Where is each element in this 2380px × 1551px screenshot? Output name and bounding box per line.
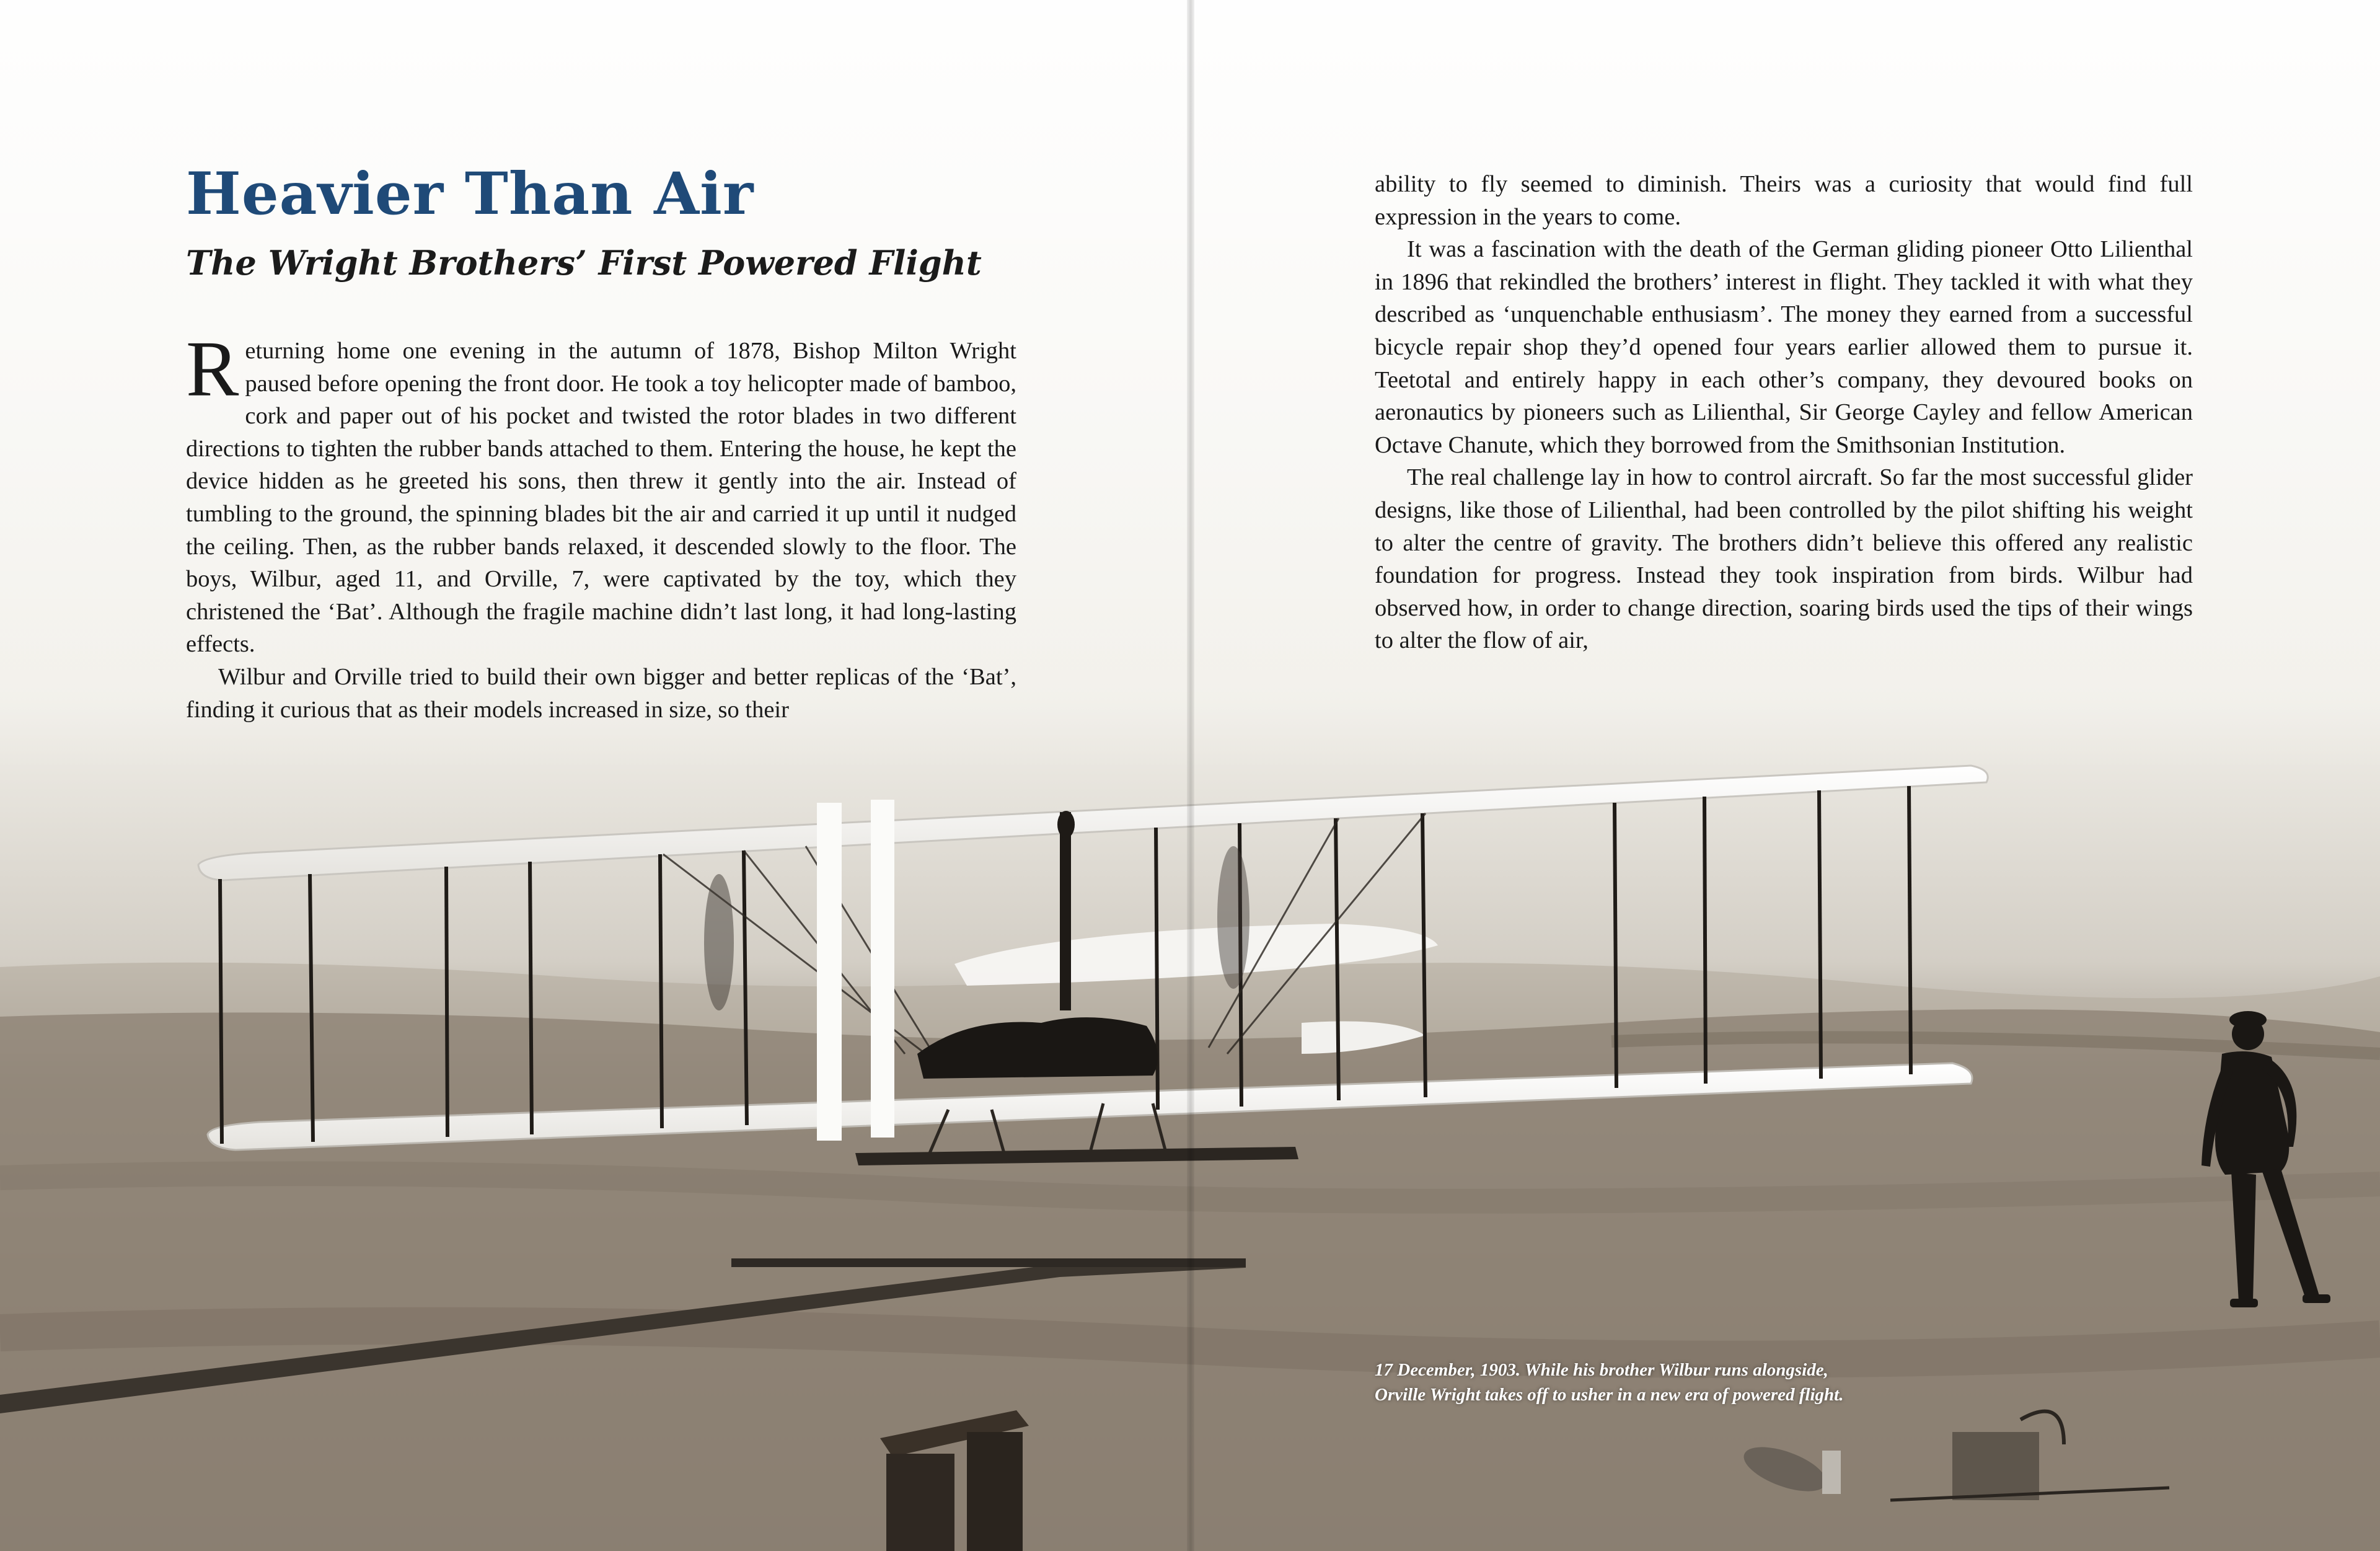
paragraph: ability to fly seemed to diminish. Theirs was a curiosity that would find full expression in the years to come. (1375, 171, 2193, 230)
photo-caption (1375, 1358, 2056, 1407)
left-text-column (186, 325, 1016, 726)
drop-cap: R (186, 325, 239, 413)
right-text-column (1375, 168, 2193, 657)
page-gutter (1187, 0, 1194, 1551)
article-title: Heavier Than Air (186, 160, 754, 228)
article-subtitle: The Wright Brothers’ First Powered Flight (186, 243, 982, 283)
paragraph (186, 325, 1016, 661)
caption-line: 17 December, 1903. While his brother Wilbur runs alongside, (1375, 1360, 1828, 1380)
paragraph-text: eturning home one evening in the autumn of 1878, Bishop Milton Wright paused before opening the front door. He took a toy helicopter made of bamboo, cork and paper out of his pocket and twisted the rotor blades in two different directions to tighten the rubber bands attached to them. Entering the house, he kept the device hidden as he greeted his sons, then threw it gently into the air. Instead of tumbling to the ground, the spinning blades bit the air and carried it up until it nudged the ceiling. Then, as the rubber bands relaxed, it descended slowly to the floor. The boys, Wilbur, aged 11, and Orville, 7, were captivated by the toy, which they christened the ‘Bat’. Although the fragile machine didn’t last long, it had long-lasting effects. (186, 338, 1016, 658)
paragraph: Wilbur and Orville tried to build their own bigger and better replicas of the ‘Bat’, finding it curious that as their models increased in size, so their (186, 663, 1016, 723)
caption-line: Orville Wright takes off to usher in a new era of powered flight. (1375, 1385, 1844, 1405)
paragraph: The real challenge lay in how to control aircraft. So far the most successful glider designs, like those of Lilienthal, had been controlled by the pilot shifting his weight to alter the centre of gravity. The brothers didn’t believe this offered any realistic foundation for progress. Instead they took inspiration from birds. Wilbur had observed how, in order to change direction, soaring birds used the tips of their wings to alter the flow of air, (1375, 464, 2193, 654)
paragraph: It was a fascination with the death of the German gliding pioneer Otto Lilienthal in 1896 that rekindled the brothers’ interest in flight. They tackled it with what they described as ‘unquenchable enthusiasm’. The money they earned from a successful bicycle repair shop they’d opened four years earlier allowed them to pursue it. Teetotal and entirely happy in each other’s company, they devoured books on aeronautics by pioneers such as Lilienthal, Sir George Cayley and fellow American Octave Chanute, which they borrowed from the Smithsonian Institution. (1375, 236, 2193, 458)
